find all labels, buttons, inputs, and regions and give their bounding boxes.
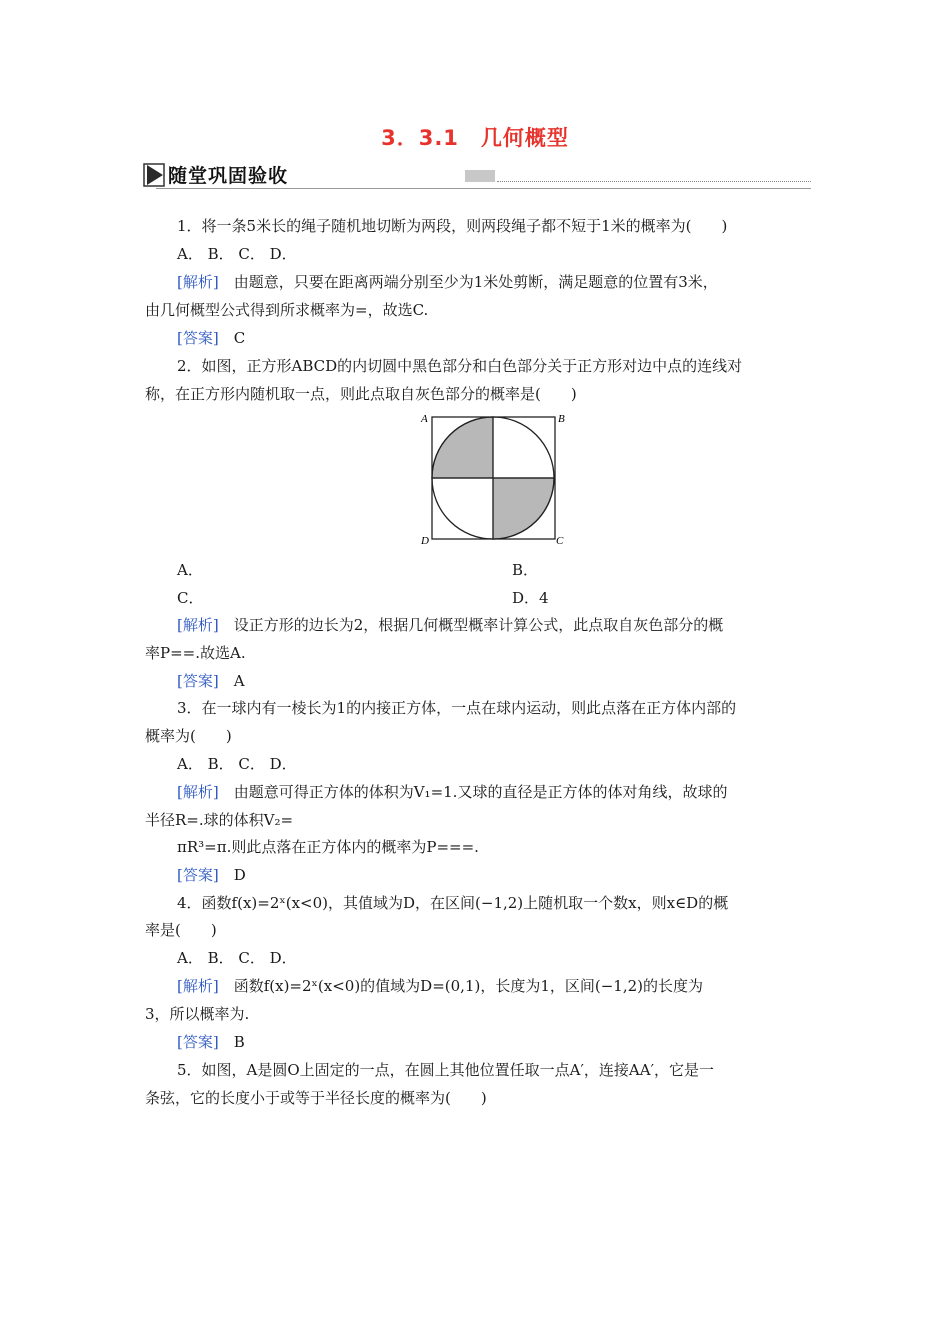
section-dotted-line — [497, 181, 811, 182]
q2-option-c: C． — [177, 589, 204, 607]
section-label: 随堂巩固验收 — [168, 165, 289, 187]
q3-answer-value: D — [218, 866, 246, 884]
q4-answer — [177, 1032, 842, 1052]
play-arrow-icon — [143, 162, 167, 188]
q4-stem-cont: 率是( ) — [145, 921, 217, 939]
q1-answer — [177, 328, 842, 348]
q2-option-b: B． — [512, 561, 539, 579]
label-b: B — [558, 413, 565, 425]
q5-stem: 5．如图，A是圆O上固定的一点，在圆上其他位置任取一点A′，连接AA′，它是一 — [177, 1061, 714, 1079]
jiexi-tag: [解析] — [177, 273, 219, 291]
q3-jiexi-cont-2: πR³=π.则此点落在正方体内的概率为P===. — [177, 838, 479, 856]
q1-jiexi — [177, 272, 842, 292]
q4-answer-value: B — [218, 1033, 245, 1051]
q3-options: A． B． C． D． — [177, 755, 297, 773]
q4-jiexi — [177, 976, 842, 996]
q3-stem-cont: 概率为( ) — [145, 727, 232, 745]
jiexi-tag: [解析] — [177, 977, 219, 995]
section-header — [143, 160, 813, 190]
q2-jiexi-cont: 率P==.故选A. — [145, 644, 246, 662]
daan-tag: [答案] — [177, 1033, 219, 1051]
jiexi-tag: [解析] — [177, 616, 219, 634]
daan-tag: [答案] — [177, 866, 219, 884]
q2-stem: 2．如图，正方形ABCD的内切圆中黑色部分和白色部分关于正方形对边中点的连线对 — [177, 357, 743, 375]
q3-jiexi-cont: 半径R=.球的体积V₂= — [145, 811, 294, 829]
daan-tag: [答案] — [177, 672, 219, 690]
q2-answer-value: A — [218, 672, 245, 690]
q2-option-a: A． — [177, 561, 203, 579]
q3-jiexi — [177, 782, 842, 802]
section-decor-bar — [465, 170, 495, 182]
q2-answer — [177, 671, 842, 691]
q1-options: A． B． C． D． — [177, 245, 297, 263]
q1-jiexi-cont: 由几何概型公式得到所求概率为=，故选C. — [145, 301, 429, 319]
q4-jiexi-text: 函数f(x)=2ˣ(x<0)的值域为D=(0,1)，长度为1，区间(−1,2)的长度为 — [218, 977, 704, 995]
q2-jiexi-text: 设正方形的边长为2，根据几何概型概率计算公式，此点取自灰色部分的概 — [218, 616, 724, 634]
q1-jiexi-text: 由题意，只要在距离两端分别至少为1米处剪断，满足题意的位置有3米， — [218, 273, 718, 291]
q5-stem-cont: 条弦，它的长度小于或等于半径长度的概率为( ) — [145, 1089, 487, 1107]
label-d: D — [421, 535, 429, 547]
q4-stem: 4．函数f(x)=2ˣ(x<0)，其值域为D，在区间(−1,2)上随机取一个数x，则x∈D的概 — [177, 894, 729, 912]
label-a: A — [421, 413, 428, 425]
q2-stem-cont: 称，在正方形内随机取一点，则此点取自灰色部分的概率是( ) — [145, 385, 577, 403]
q3-stem: 3．在一球内有一棱长为1的内接正方体，一点在球内运动，则此点落在正方体内部的 — [177, 699, 737, 717]
page-title: 3．3.1 几何概型 — [381, 126, 569, 150]
q3-answer — [177, 865, 842, 885]
q3-jiexi-text: 由题意可得正方体的体积为V₁=1.又球的直径是正方体的体对角线，故球的 — [218, 783, 728, 801]
daan-tag: [答案] — [177, 329, 219, 347]
section-underline — [156, 188, 811, 189]
label-c: C — [556, 535, 564, 547]
q4-jiexi-cont: 3，所以概率为. — [145, 1005, 250, 1023]
square-circle-figure — [415, 408, 575, 548]
q2-option-d: D．4 — [512, 589, 549, 607]
q4-options: A． B． C． D． — [177, 949, 297, 967]
q1-stem: 1．将一条5米长的绳子随机地切断为两段，则两段绳子都不短于1米的概率为( ) — [177, 217, 728, 235]
jiexi-tag: [解析] — [177, 783, 219, 801]
q2-jiexi — [177, 615, 842, 635]
q1-answer-value: C — [218, 329, 246, 347]
